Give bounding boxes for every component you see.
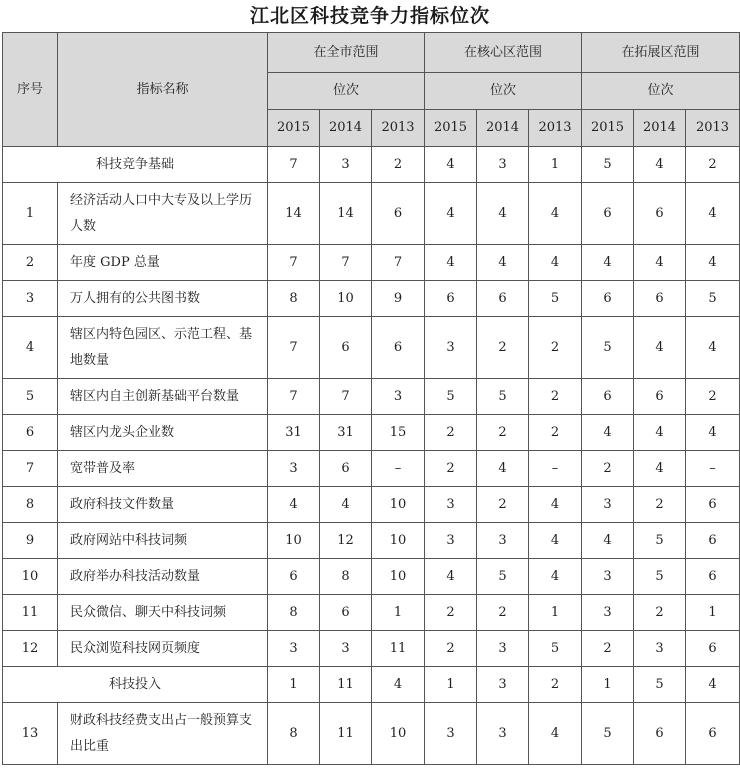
rank-cell: 5 [425, 379, 477, 415]
rank-cell: 14 [320, 183, 372, 245]
row-seq: 12 [3, 631, 58, 667]
header-year: 2015 [268, 110, 320, 147]
rank-cell: 3 [425, 487, 477, 523]
table-body [3, 147, 740, 765]
rank-cell: 3 [477, 703, 529, 765]
rank-cell: 10 [372, 487, 425, 523]
rank-cell: 3 [477, 667, 529, 703]
table-row [3, 451, 740, 487]
rank-cell: 4 [529, 523, 582, 559]
header-seq: 序号 [3, 33, 58, 147]
rank-cell: 15 [372, 415, 425, 451]
rank-table [2, 32, 740, 765]
header-year: 2014 [477, 110, 529, 147]
rank-cell: 6 [320, 317, 372, 379]
row-indicator-name: 政府网站中科技词频 [58, 523, 268, 559]
rank-cell: 5 [686, 281, 740, 317]
row-seq: 10 [3, 559, 58, 595]
rank-cell: 2 [634, 595, 686, 631]
rank-cell: 4 [425, 147, 477, 183]
row-indicator-name: 辖区内特色园区、示范工程、基地数量 [58, 317, 268, 379]
rank-cell: 3 [477, 631, 529, 667]
header-year: 2015 [582, 110, 634, 147]
rank-cell: 4 [634, 415, 686, 451]
rank-cell: 2 [529, 379, 582, 415]
rank-cell: 4 [686, 183, 740, 245]
table-row [3, 703, 740, 765]
rank-cell: 3 [582, 559, 634, 595]
row-seq: 9 [3, 523, 58, 559]
rank-cell: 5 [634, 667, 686, 703]
rank-cell: 7 [372, 245, 425, 281]
row-indicator-name: 经济活动人口中大专及以上学历人数 [58, 183, 268, 245]
group-row [3, 147, 740, 183]
rank-cell: 6 [686, 523, 740, 559]
rank-cell: 4 [477, 183, 529, 245]
rank-cell: 4 [582, 245, 634, 281]
row-indicator-name: 辖区内龙头企业数 [58, 415, 268, 451]
rank-cell: 31 [320, 415, 372, 451]
rank-cell: 3 [425, 317, 477, 379]
table-row [3, 595, 740, 631]
row-indicator-name: 民众微信、聊天中科技词频 [58, 595, 268, 631]
rank-cell: 3 [320, 147, 372, 183]
row-seq: 1 [3, 183, 58, 245]
rank-cell: 7 [268, 379, 320, 415]
table-row [3, 559, 740, 595]
rank-cell: 4 [477, 451, 529, 487]
table-row [3, 523, 740, 559]
rank-cell: 6 [634, 183, 686, 245]
rank-cell: 11 [320, 703, 372, 765]
rank-cell: 6 [634, 703, 686, 765]
rank-cell: 2 [477, 317, 529, 379]
rank-cell: – [686, 451, 740, 487]
rank-cell: 3 [477, 523, 529, 559]
row-indicator-name: 财政科技经费支出占一般预算支出比重 [58, 703, 268, 765]
rank-cell: 2 [425, 451, 477, 487]
row-seq: 4 [3, 317, 58, 379]
rank-cell: 1 [582, 667, 634, 703]
rank-cell: 1 [529, 595, 582, 631]
rank-cell: 6 [686, 703, 740, 765]
rank-cell: 1 [372, 595, 425, 631]
table-row [3, 317, 740, 379]
row-indicator-name: 辖区内自主创新基础平台数量 [58, 379, 268, 415]
rank-cell: 8 [268, 281, 320, 317]
header-year: 2015 [425, 110, 477, 147]
rank-cell: 3 [425, 523, 477, 559]
rank-cell: 6 [686, 559, 740, 595]
rank-cell: 5 [529, 281, 582, 317]
rank-cell: 4 [634, 147, 686, 183]
row-seq: 8 [3, 487, 58, 523]
rank-cell: 2 [425, 631, 477, 667]
rank-cell: 2 [582, 451, 634, 487]
table-row [3, 415, 740, 451]
rank-cell: 2 [686, 379, 740, 415]
rank-cell: 5 [582, 703, 634, 765]
rank-cell: – [529, 451, 582, 487]
rank-cell: 2 [425, 415, 477, 451]
page-title: 江北区科技竞争力指标位次 [249, 5, 490, 27]
header-rank-city: 位次 [268, 73, 425, 110]
table-row [3, 631, 740, 667]
rank-cell: 4 [582, 523, 634, 559]
rank-cell: 14 [268, 183, 320, 245]
rank-cell: 4 [582, 415, 634, 451]
rank-cell: 2 [529, 415, 582, 451]
rank-cell: 7 [268, 317, 320, 379]
rank-cell: 4 [686, 245, 740, 281]
rank-cell: 4 [529, 487, 582, 523]
row-indicator-name: 万人拥有的公共图书数 [58, 281, 268, 317]
rank-cell: 3 [268, 631, 320, 667]
rank-cell: 5 [582, 317, 634, 379]
row-seq: 2 [3, 245, 58, 281]
rank-cell: 11 [320, 667, 372, 703]
rank-cell: 3 [268, 451, 320, 487]
rank-cell: 6 [372, 183, 425, 245]
rank-cell: 10 [268, 523, 320, 559]
rank-cell: 4 [634, 245, 686, 281]
rank-cell: 5 [582, 147, 634, 183]
rank-cell: – [372, 451, 425, 487]
rank-cell: 6 [268, 559, 320, 595]
rank-cell: 2 [529, 667, 582, 703]
rank-cell: 4 [372, 667, 425, 703]
rank-cell: 31 [268, 415, 320, 451]
rank-cell: 5 [634, 523, 686, 559]
rank-cell: 4 [477, 245, 529, 281]
header-year: 2013 [686, 110, 740, 147]
header-year: 2014 [634, 110, 686, 147]
rank-cell: 3 [425, 703, 477, 765]
rank-cell: 5 [634, 559, 686, 595]
rank-cell: 8 [320, 559, 372, 595]
rank-cell: 4 [425, 559, 477, 595]
row-indicator-name: 民众浏览科技网页频度 [58, 631, 268, 667]
header-group-expand: 在拓展区范围 [582, 33, 740, 73]
rank-cell: 10 [372, 523, 425, 559]
rank-cell: 5 [477, 559, 529, 595]
row-indicator-name: 年度 GDP 总量 [58, 245, 268, 281]
header-year: 2013 [529, 110, 582, 147]
rank-cell: 6 [582, 379, 634, 415]
rank-cell: 4 [529, 703, 582, 765]
rank-cell: 8 [268, 703, 320, 765]
rank-cell: 6 [320, 595, 372, 631]
header-rank-core: 位次 [425, 73, 582, 110]
rank-cell: 6 [320, 451, 372, 487]
rank-cell: 4 [686, 317, 740, 379]
header-group-core: 在核心区范围 [425, 33, 582, 73]
table-row [3, 379, 740, 415]
row-seq: 7 [3, 451, 58, 487]
rank-cell: 6 [425, 281, 477, 317]
row-seq: 5 [3, 379, 58, 415]
rank-cell: 4 [425, 245, 477, 281]
table-row [3, 245, 740, 281]
rank-cell: 7 [320, 379, 372, 415]
group-row [3, 667, 740, 703]
rank-cell: 2 [529, 317, 582, 379]
rank-cell: 2 [686, 147, 740, 183]
rank-cell: 4 [634, 317, 686, 379]
rank-cell: 8 [268, 595, 320, 631]
rank-cell: 7 [320, 245, 372, 281]
rank-cell: 4 [634, 451, 686, 487]
rank-cell: 1 [268, 667, 320, 703]
rank-cell: 9 [372, 281, 425, 317]
table-row [3, 487, 740, 523]
rank-cell: 10 [372, 703, 425, 765]
rank-cell: 3 [320, 631, 372, 667]
rank-cell: 2 [582, 631, 634, 667]
rank-cell: 7 [268, 147, 320, 183]
rank-cell: 4 [268, 487, 320, 523]
rank-cell: 6 [372, 317, 425, 379]
rank-cell: 6 [477, 281, 529, 317]
rank-cell: 4 [686, 415, 740, 451]
row-indicator-name: 政府举办科技活动数量 [58, 559, 268, 595]
rank-cell: 10 [372, 559, 425, 595]
rank-cell: 1 [425, 667, 477, 703]
rank-cell: 4 [686, 667, 740, 703]
rank-cell: 2 [477, 415, 529, 451]
rank-cell: 4 [425, 183, 477, 245]
table-row [3, 281, 740, 317]
rank-cell: 6 [634, 281, 686, 317]
rank-cell: 3 [582, 487, 634, 523]
rank-cell: 3 [582, 595, 634, 631]
rank-cell: 5 [529, 631, 582, 667]
rank-cell: 3 [477, 147, 529, 183]
rank-cell: 7 [268, 245, 320, 281]
rank-cell: 1 [529, 147, 582, 183]
rank-cell: 12 [320, 523, 372, 559]
row-seq: 13 [3, 703, 58, 765]
group-name: 科技投入 [3, 667, 268, 703]
rank-cell: 5 [477, 379, 529, 415]
rank-cell: 4 [529, 559, 582, 595]
rank-cell: 1 [686, 595, 740, 631]
rank-cell: 6 [686, 487, 740, 523]
rank-cell: 3 [634, 631, 686, 667]
rank-cell: 6 [582, 281, 634, 317]
rank-cell: 10 [320, 281, 372, 317]
rank-cell: 11 [372, 631, 425, 667]
header-year: 2014 [320, 110, 372, 147]
rank-cell: 2 [477, 595, 529, 631]
rank-cell: 4 [529, 183, 582, 245]
rank-cell: 2 [477, 487, 529, 523]
row-seq: 11 [3, 595, 58, 631]
rank-cell: 4 [529, 245, 582, 281]
table-row [3, 183, 740, 245]
group-name: 科技竞争基础 [3, 147, 268, 183]
rank-cell: 2 [634, 487, 686, 523]
header-rank-expand: 位次 [582, 73, 740, 110]
header-year: 2013 [372, 110, 425, 147]
header-group-city: 在全市范围 [268, 33, 425, 73]
rank-cell: 2 [372, 147, 425, 183]
row-indicator-name: 宽带普及率 [58, 451, 268, 487]
rank-cell: 6 [634, 379, 686, 415]
row-seq: 6 [3, 415, 58, 451]
rank-cell: 6 [582, 183, 634, 245]
rank-cell: 4 [320, 487, 372, 523]
row-indicator-name: 政府科技文件数量 [58, 487, 268, 523]
row-seq: 3 [3, 281, 58, 317]
rank-cell: 6 [686, 631, 740, 667]
rank-cell: 2 [425, 595, 477, 631]
header-indicator: 指标名称 [58, 33, 268, 147]
rank-cell: 3 [372, 379, 425, 415]
